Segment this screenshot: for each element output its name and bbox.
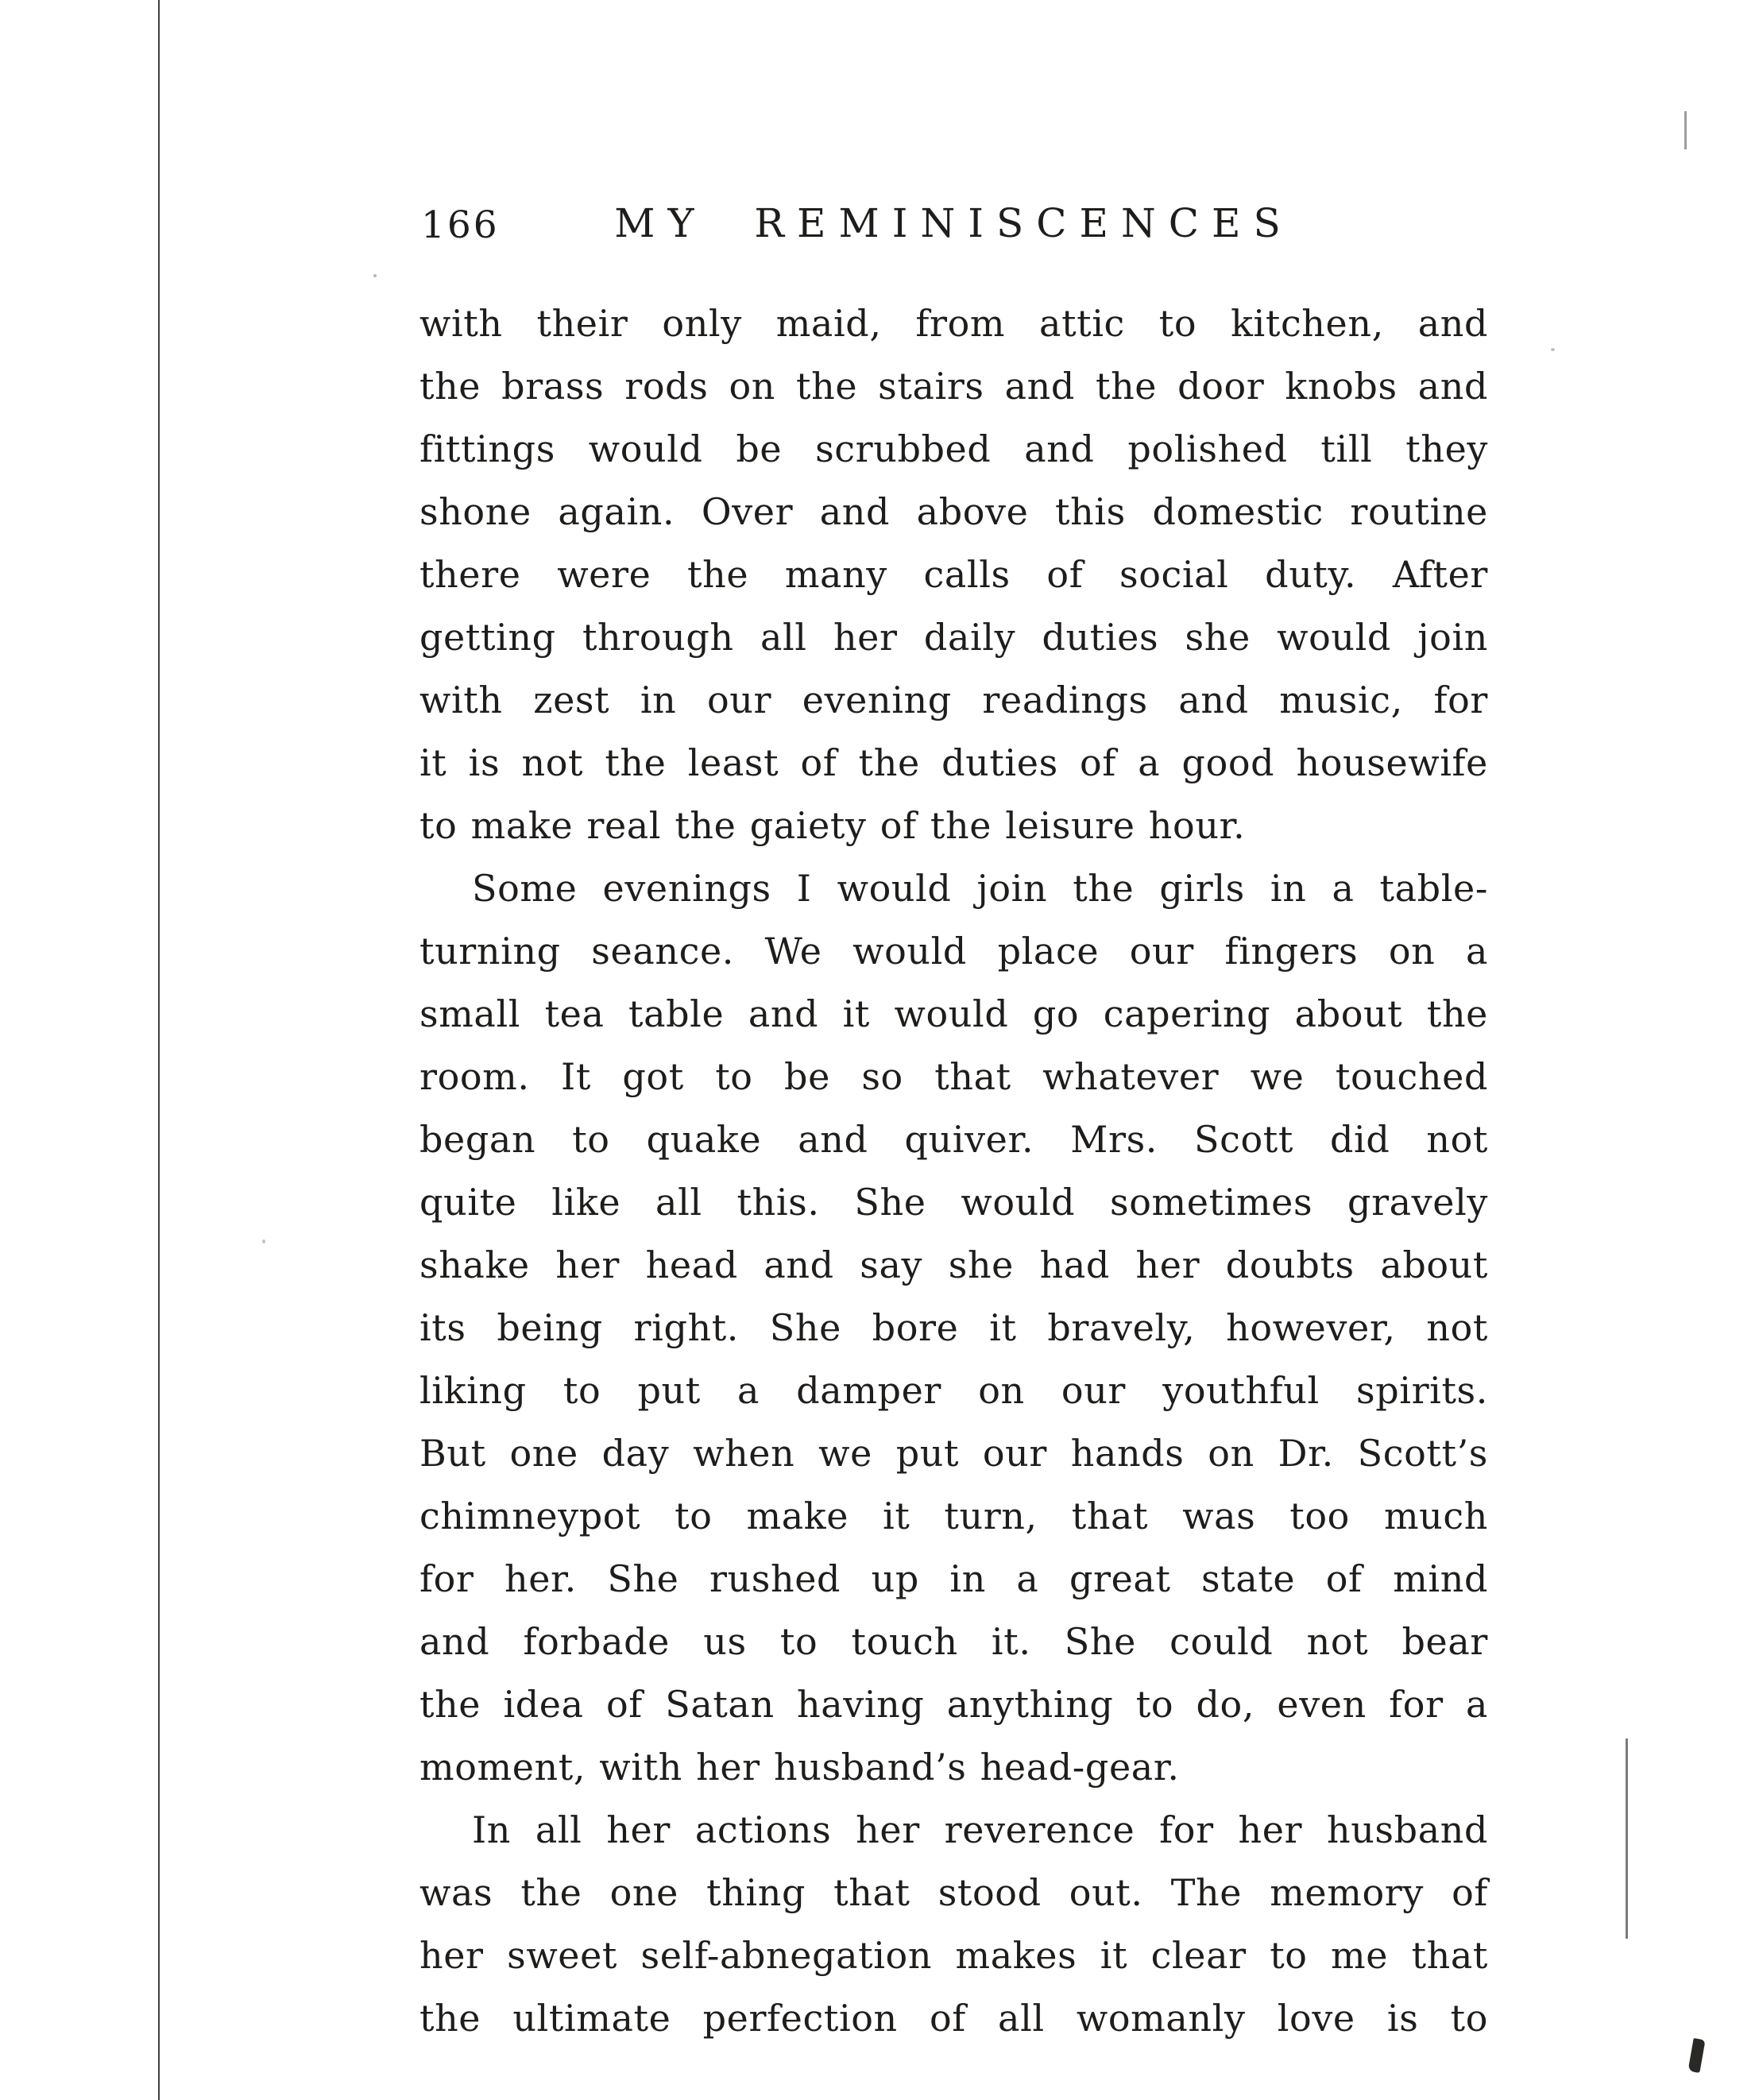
page-number: 166 (421, 203, 500, 247)
scan-artifact-speck (373, 274, 377, 277)
text-line: to make real the gaiety of the leisure hour. (419, 804, 1246, 847)
paragraph-1 (419, 292, 1488, 857)
text-line: for her. She rushed up in a great state of mind (419, 1557, 1488, 1600)
text-line: the ultimate perfection of all womanly love is to (419, 1997, 1488, 2040)
text-line: liking to put a damper on our youthful spirits. (419, 1369, 1488, 1412)
text-line: quite like all this. She would sometimes gravely (419, 1181, 1488, 1224)
text-line: getting through all her daily duties she would join (419, 616, 1488, 659)
text-line: small tea table and it would go capering about the (419, 992, 1488, 1035)
text-line: fittings would be scrubbed and polished till they (419, 427, 1488, 470)
running-header (419, 200, 1488, 251)
text-line: shake her head and say she had her doubts about (419, 1243, 1488, 1286)
page-header-title: MY REMINISCENCES (614, 200, 1293, 246)
text-line: and forbade us to touch it. She could not bear (419, 1620, 1488, 1663)
text-line: began to quake and quiver. Mrs. Scott did not (419, 1118, 1488, 1161)
scan-artifact-corner-mark (1687, 2038, 1705, 2073)
text-line: with zest in our evening readings and music, for (419, 679, 1488, 721)
text-line: shone again. Over and above this domestic routine (419, 490, 1488, 533)
scan-artifact-tick-top (1684, 111, 1687, 149)
body-text (419, 292, 1488, 2050)
text-line: her sweet self-abnegation makes it clear to me that (419, 1934, 1488, 1977)
text-line: was the one thing that stood out. The memory of (419, 1871, 1488, 1914)
text-line: the idea of Satan having anything to do, even for a (419, 1683, 1488, 1726)
text-line: it is not the least of the duties of a good housewife (419, 741, 1488, 784)
scan-artifact-speck (262, 1240, 265, 1243)
text-line: Some evenings I would join the girls in a table- (472, 867, 1488, 910)
text-line: there were the many calls of social duty. After (419, 553, 1488, 596)
page-gutter-rule (158, 0, 160, 2100)
text-line: In all her actions her reverence for her husband (472, 1808, 1488, 1851)
text-line: its being right. She bore it bravely, however, not (419, 1306, 1488, 1349)
paragraph-2 (419, 857, 1488, 1799)
text-line: chimneypot to make it turn, that was too much (419, 1495, 1488, 1537)
text-line: the brass rods on the stairs and the door knobs and (419, 365, 1488, 408)
text-column (419, 200, 1488, 2050)
paragraph-3 (419, 1799, 1488, 2050)
text-line: But one day when we put our hands on Dr. Scott’s (419, 1432, 1488, 1475)
text-line: with their only maid, from attic to kitchen, and (419, 302, 1488, 345)
scan-artifact-speck (1551, 348, 1555, 351)
scan-artifact-line-mid (1626, 1738, 1628, 1939)
text-line: moment, with her husband’s head-gear. (419, 1746, 1180, 1789)
text-line: room. It got to be so that whatever we touched (419, 1055, 1488, 1098)
text-line: turning seance. We would place our fingers on a (419, 930, 1488, 973)
